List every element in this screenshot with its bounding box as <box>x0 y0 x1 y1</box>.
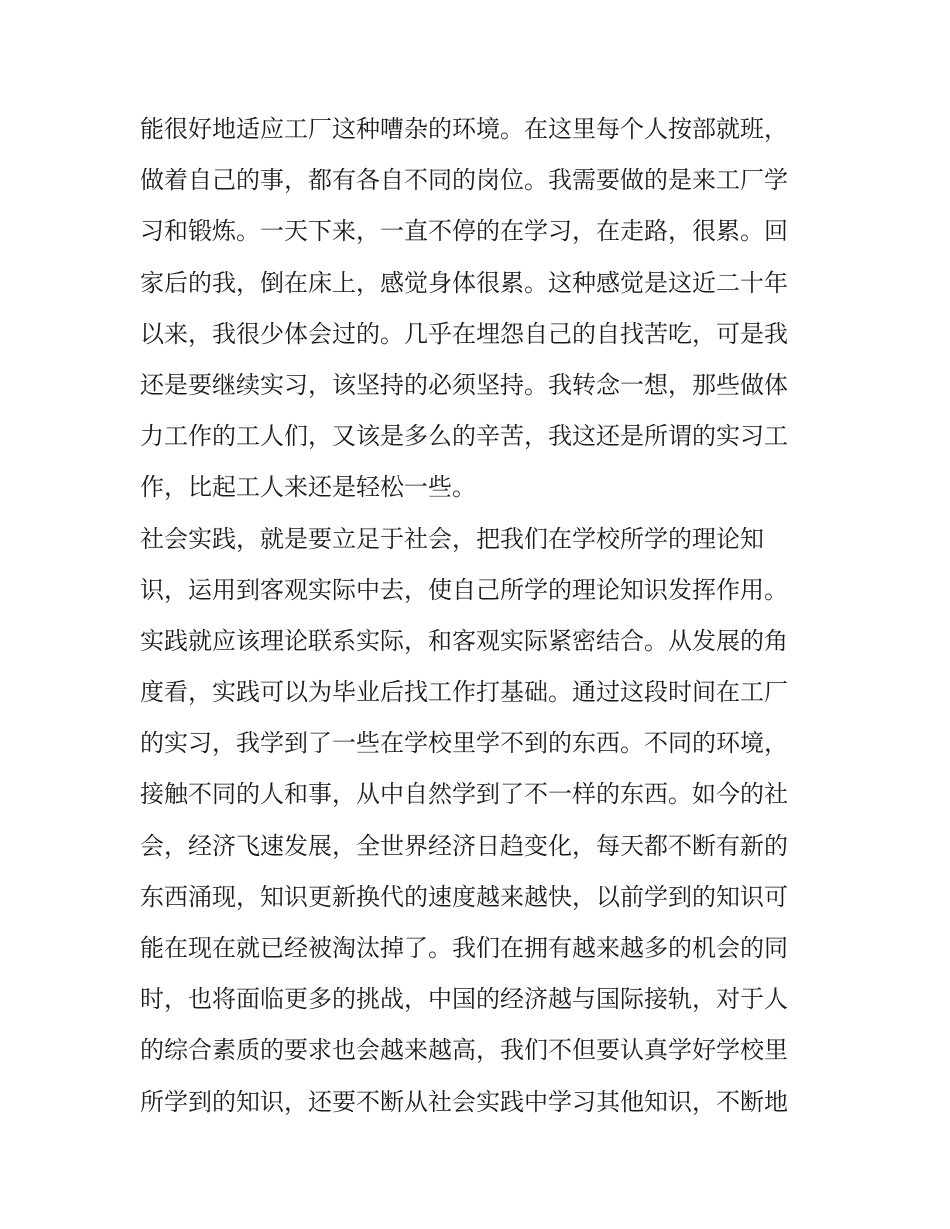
text-line: 的实习，我学到了一些在学校里学不到的东西。不同的环境， <box>140 729 788 758</box>
text-line: 能很好地适应工厂这种嘈杂的环境。在这里每个人按部就班， <box>140 115 788 143</box>
text-line: 识，运用到客观实际中去，使自己所学的理论知识发挥作用。 <box>140 575 788 604</box>
text-line: 还是要继续实习，该坚持的必须坚持。我转念一想，那些做体 <box>140 370 788 399</box>
text-line: 作，比起工人来还是轻松一些。 <box>140 473 476 502</box>
text-line: 所学到的知识，还要不断从社会实践中学习其他知识，不断地 <box>140 1087 788 1116</box>
body-text <box>140 104 840 1128</box>
text-line: 度看，实践可以为毕业后找工作打基础。通过这段时间在工厂 <box>140 678 788 707</box>
text-line: 接触不同的人和事，从中自然学到了不一样的东西。如今的社 <box>140 780 788 809</box>
text-line: 做着自己的事，都有各自不同的岗位。我需要做的是来工厂学 <box>140 166 788 195</box>
text-line: 会，经济飞速发展，全世界经济日趋变化，每天都不断有新的 <box>140 831 788 860</box>
text-line: 习和锻炼。一天下来，一直不停的在学习，在走路，很累。回 <box>140 217 788 246</box>
text-line: 力工作的工人们，又该是多么的辛苦，我这还是所谓的实习工 <box>140 422 788 451</box>
text-line: 时，也将面临更多的挑战，中国的经济越与国际接轨，对于人 <box>140 985 788 1014</box>
text-line: 社会实践，就是要立足于社会，把我们在学校所学的理论知 <box>140 524 764 553</box>
text-line: 以来，我很少体会过的。几乎在埋怨自己的自找苦吃，可是我 <box>140 319 788 348</box>
text-line: 的综合素质的要求也会越来越高，我们不但要认真学好学校里 <box>140 1036 788 1065</box>
text-line: 能在现在就已经被淘汰掉了。我们在拥有越来越多的机会的同 <box>140 934 788 962</box>
text-line: 实践就应该理论联系实际，和客观实际紧密结合。从发展的角 <box>140 626 788 655</box>
text-line: 家后的我，倒在床上，感觉身体很累。这种感觉是这近二十年 <box>140 268 788 297</box>
text-line: 东西涌现，知识更新换代的速度越来越快，以前学到的知识可 <box>140 882 788 911</box>
